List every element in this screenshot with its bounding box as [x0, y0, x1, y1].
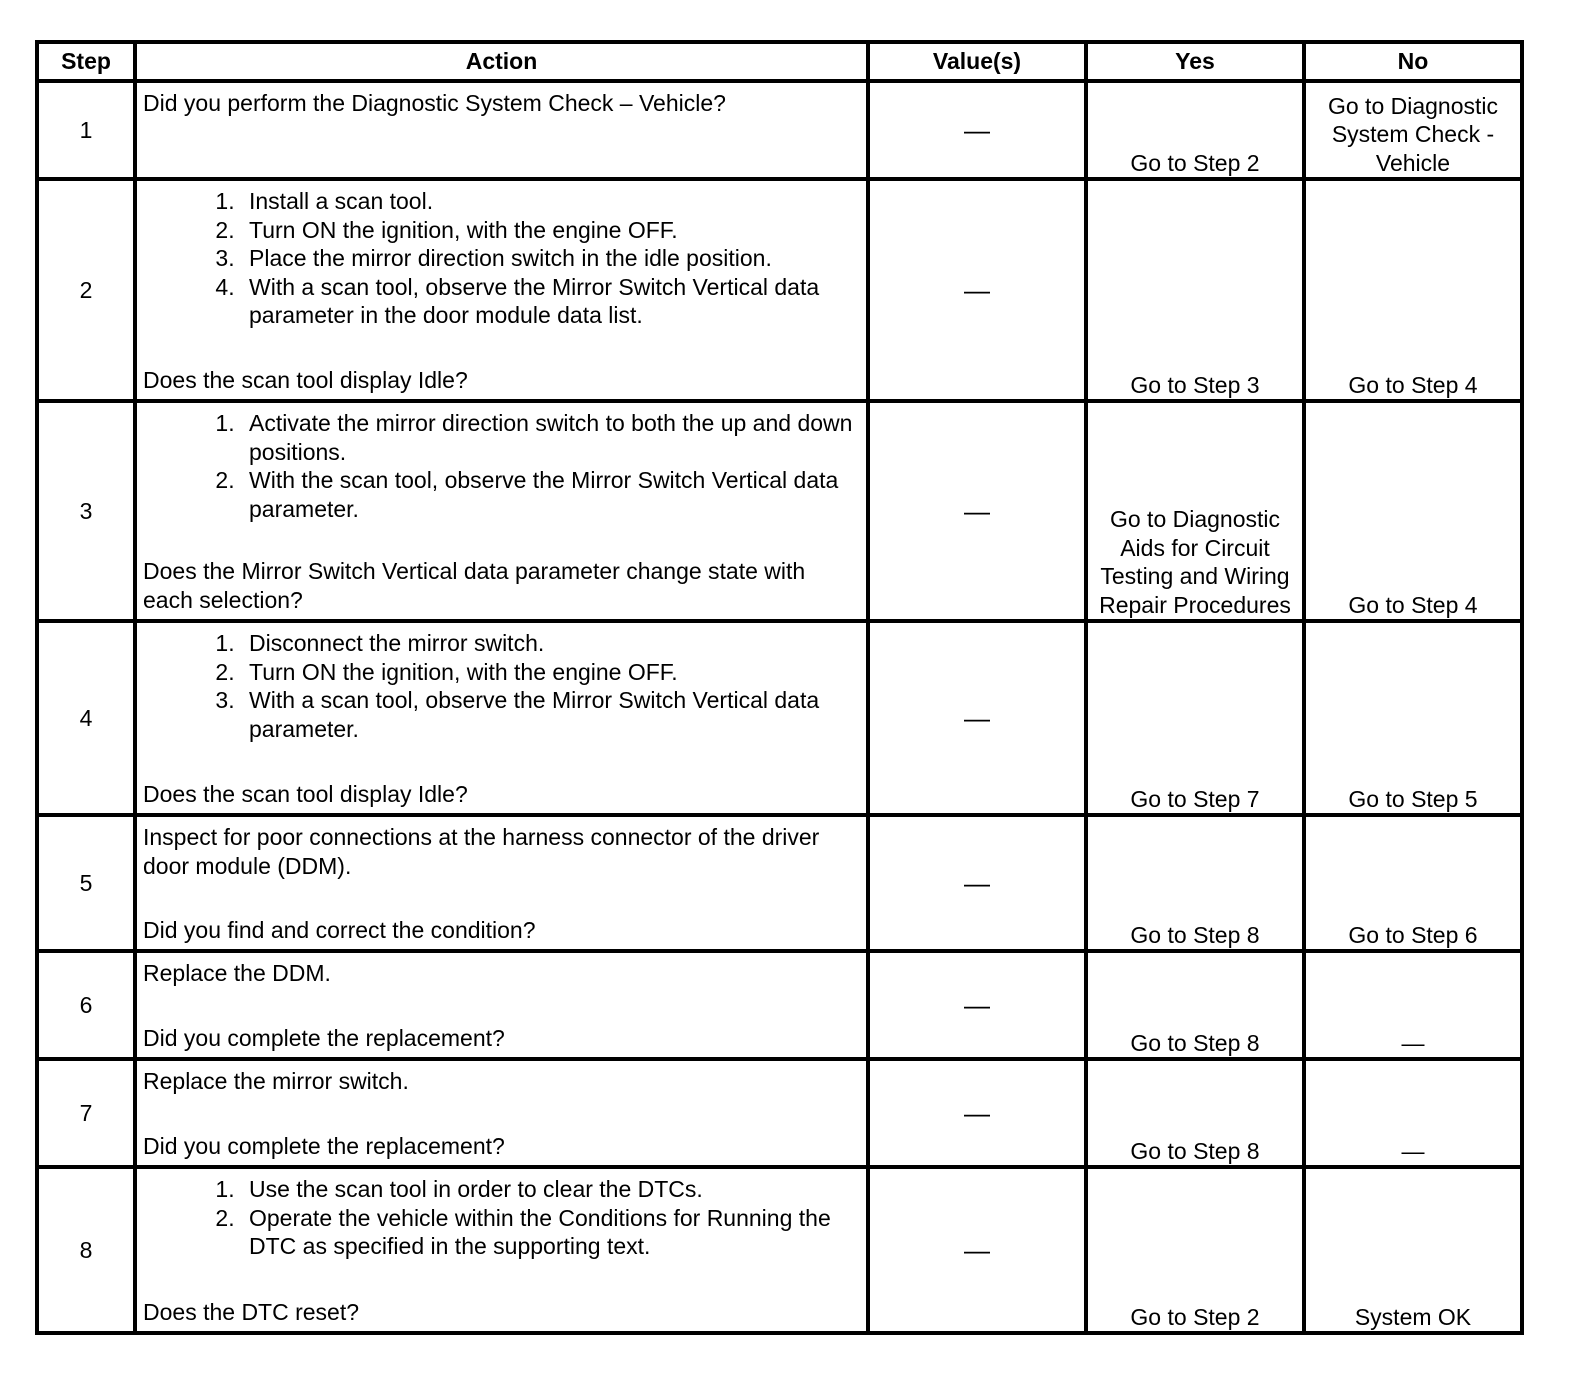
yes-cell: Go to Step 2: [1086, 81, 1304, 179]
action-step-item: 1. Install a scan tool.: [241, 187, 860, 216]
action-step-item: 4. With a scan tool, observe the Mirror Switch Vertical data parameter in the door module data list.: [241, 273, 860, 330]
action-question: Does the scan tool display Idle?: [143, 366, 468, 393]
header-step: Step: [37, 42, 135, 81]
action-question: Did you complete the replacement?: [143, 1024, 505, 1051]
action-content: [137, 817, 866, 949]
header-yes: Yes: [1086, 42, 1304, 81]
diagnostic-table: [35, 40, 1524, 1335]
value-cell: —: [868, 1059, 1086, 1167]
action-question: Did you find and correct the condition?: [143, 916, 536, 943]
value-cell: —: [868, 81, 1086, 179]
value-cell: —: [868, 951, 1086, 1059]
action-cell: [135, 1167, 868, 1333]
action-intro: Replace the mirror switch.: [143, 1068, 409, 1094]
yes-cell: Go to Step 8: [1086, 1059, 1304, 1167]
action-top: [143, 959, 860, 988]
action-steps-list: [143, 1175, 860, 1261]
action-question: Does the scan tool display Idle?: [143, 780, 468, 807]
header-no: No: [1304, 42, 1522, 81]
action-intro: Inspect for poor connections at the harness connector of the driver door module (DDM).: [143, 824, 820, 879]
no-cell: Go to Step 5: [1304, 621, 1522, 815]
action-top: [143, 409, 860, 523]
table-row: [37, 81, 1522, 179]
action-question: Did you complete the replacement?: [143, 1132, 505, 1159]
action-step-item: 3. Place the mirror direction switch in the idle position.: [241, 244, 860, 273]
action-top: [143, 1067, 860, 1096]
action-cell: [135, 815, 868, 951]
no-cell: Go to Diagnostic System Check - Vehicle: [1304, 81, 1522, 179]
action-steps-list: [143, 629, 860, 743]
no-cell: Go to Step 4: [1304, 401, 1522, 621]
action-step-item: 2. Turn ON the ignition, with the engine OFF.: [241, 658, 860, 687]
step-number: 1: [37, 81, 135, 179]
step-number: 6: [37, 951, 135, 1059]
header-values: Value(s): [868, 42, 1086, 81]
step-number: 3: [37, 401, 135, 621]
action-content: [137, 953, 866, 1057]
no-cell: System OK: [1304, 1167, 1522, 1333]
yes-cell: Go to Diagnostic Aids for Circuit Testing and Wiring Repair Procedures: [1086, 401, 1304, 621]
yes-cell: Go to Step 8: [1086, 951, 1304, 1059]
yes-cell: Go to Step 3: [1086, 179, 1304, 401]
value-cell: —: [868, 401, 1086, 621]
step-number: 4: [37, 621, 135, 815]
action-content: [137, 403, 866, 619]
step-number: 5: [37, 815, 135, 951]
action-cell: [135, 621, 868, 815]
action-top: [143, 1175, 860, 1261]
action-top: [143, 823, 860, 880]
table-row: [37, 815, 1522, 951]
action-step-item: 2. Turn ON the ignition, with the engine OFF.: [241, 216, 860, 245]
table-row: [37, 1059, 1522, 1167]
action-step-item: 1. Use the scan tool in order to clear the DTCs.: [241, 1175, 860, 1204]
action-step-item: 3. With a scan tool, observe the Mirror Switch Vertical data parameter.: [241, 686, 860, 743]
value-cell: —: [868, 815, 1086, 951]
table-row: [37, 951, 1522, 1059]
table-row: [37, 401, 1522, 621]
action-intro: Did you perform the Diagnostic System Check – Vehicle?: [143, 90, 726, 116]
action-question: Does the DTC reset?: [143, 1298, 360, 1325]
no-cell: —: [1304, 1059, 1522, 1167]
action-content: [137, 623, 866, 813]
action-top: [143, 629, 860, 743]
yes-cell: Go to Step 7: [1086, 621, 1304, 815]
value-cell: —: [868, 1167, 1086, 1333]
action-step-item: 2. Operate the vehicle within the Conditions for Running the DTC as specified in the supporting text.: [241, 1204, 860, 1261]
action-top: [143, 89, 860, 118]
header-action: Action: [135, 42, 868, 81]
table-row: [37, 621, 1522, 815]
action-step-item: 2. With the scan tool, observe the Mirror Switch Vertical data parameter.: [241, 466, 860, 523]
value-cell: —: [868, 621, 1086, 815]
table-row: [37, 179, 1522, 401]
action-content: [137, 181, 866, 399]
action-content: [137, 83, 866, 177]
step-number: 7: [37, 1059, 135, 1167]
yes-cell: Go to Step 8: [1086, 815, 1304, 951]
action-intro: Replace the DDM.: [143, 960, 331, 986]
action-cell: [135, 179, 868, 401]
action-content: [137, 1169, 866, 1331]
action-content: [137, 1061, 866, 1165]
action-step-item: 1. Activate the mirror direction switch to both the up and down positions.: [241, 409, 860, 466]
table-row: [37, 1167, 1522, 1333]
action-cell: [135, 401, 868, 621]
no-cell: Go to Step 6: [1304, 815, 1522, 951]
action-steps-list: [143, 187, 860, 330]
yes-cell: Go to Step 2: [1086, 1167, 1304, 1333]
no-cell: Go to Step 4: [1304, 179, 1522, 401]
action-question: Does the Mirror Switch Vertical data parameter change state with each selection?: [143, 558, 806, 613]
header-row: [37, 42, 1522, 81]
step-number: 2: [37, 179, 135, 401]
step-number: 8: [37, 1167, 135, 1333]
action-steps-list: [143, 409, 860, 523]
no-cell: —: [1304, 951, 1522, 1059]
table-body: [37, 81, 1522, 1333]
value-cell: —: [868, 179, 1086, 401]
action-cell: [135, 81, 868, 179]
action-cell: [135, 951, 868, 1059]
action-top: [143, 187, 860, 330]
action-step-item: 1. Disconnect the mirror switch.: [241, 629, 860, 658]
action-cell: [135, 1059, 868, 1167]
